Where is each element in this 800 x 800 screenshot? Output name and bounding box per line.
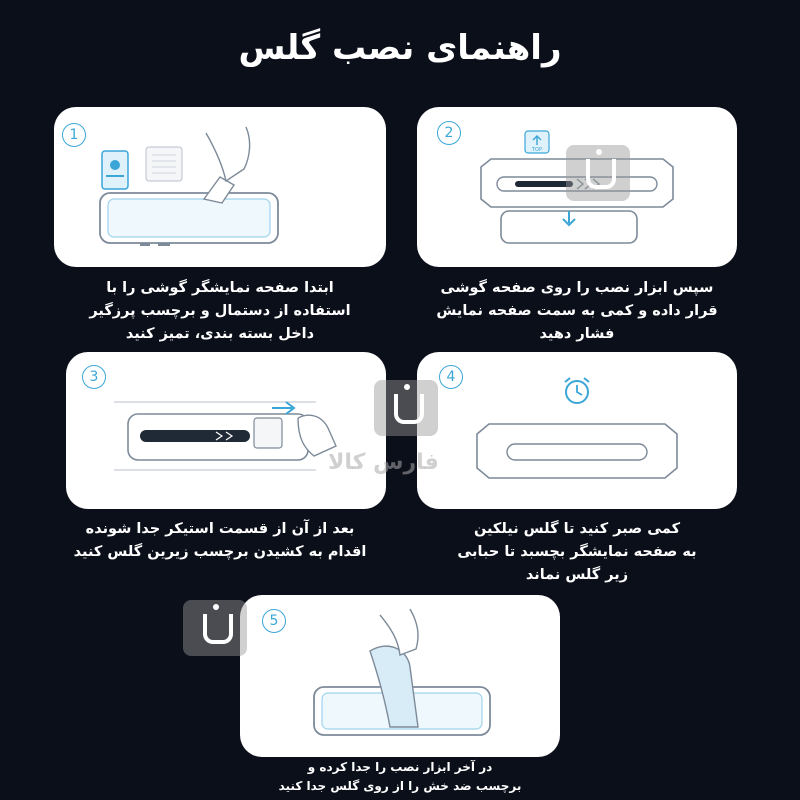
step-number-badge: 3 [82, 365, 106, 389]
page-title: راهنمای نصب گلس [238, 28, 562, 68]
step-5-caption [230, 758, 570, 796]
caption-line: داخل بسته بندی، تمیز کنید [125, 326, 315, 342]
step-number-badge: 4 [439, 365, 463, 389]
step-1-caption [54, 277, 386, 346]
caption-line: ابتدا صفحه نمایشگر گوشی را با [106, 280, 334, 296]
caption-line: سپس ابزار نصب را روی صفحه گوشی [440, 280, 714, 296]
step-1-card [54, 107, 386, 267]
step-4-illustration [417, 352, 737, 509]
watermark-logo [183, 600, 247, 656]
step-1-illustration [54, 107, 386, 267]
caption-line: کمی صبر کنید تا گلس نیلکین [473, 521, 681, 537]
step-2-caption [412, 277, 742, 346]
watermark-text: فارس کالا [328, 450, 439, 475]
step-4-card [417, 352, 737, 509]
caption-line: اقدام به کشیدن برچسب زیرین گلس کنید [73, 544, 367, 560]
watermark-logo [566, 145, 630, 201]
caption-line: زیر گلس نماند [525, 567, 629, 583]
caption-line: بعد از آن از قسمت استیکر جدا شونده [85, 521, 355, 537]
caption-line: قرار داده و کمی به سمت صفحه نمایش [436, 303, 718, 319]
caption-line: استفاده از دستمال و برچسب پرزگیر [89, 303, 351, 319]
step-3-illustration [66, 352, 386, 509]
step-5-illustration [240, 595, 560, 757]
step-5-card [240, 595, 560, 757]
step-number-badge: 1 [62, 123, 86, 147]
caption-line: در آخر ابزار نصب را جدا کرده و [307, 760, 493, 774]
caption-line: برچسب ضد خش را از روی گلس جدا کنید [278, 779, 522, 793]
step-number-badge: 5 [262, 609, 286, 633]
step-4-caption [412, 518, 742, 587]
step-number-badge: 2 [437, 121, 461, 145]
step-3-caption [54, 518, 386, 564]
caption-line: به صفحه نمایشگر بچسبد تا حبابی [457, 544, 697, 560]
watermark-logo [374, 380, 438, 436]
top-tag-label: TOP [531, 147, 543, 153]
caption-line: فشار دهید [539, 326, 615, 342]
step-3-card [66, 352, 386, 509]
